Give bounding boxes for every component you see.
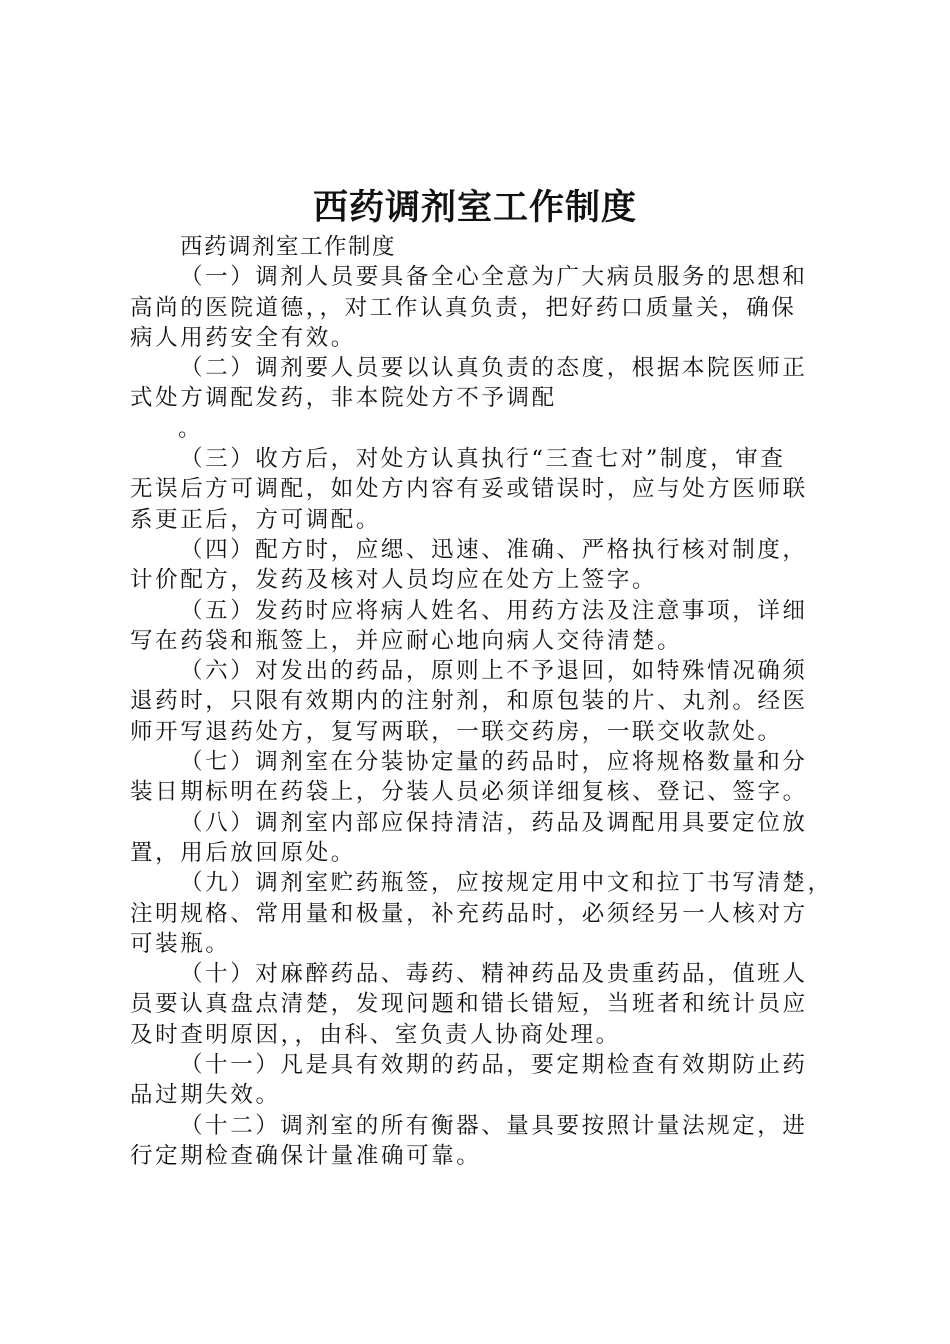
paragraph-3-line-2: 无误后方可调配，如处方内容有妥或错误时，应与处方医师联 <box>130 476 808 503</box>
paragraph-2-line-1: （二）调剂要人员要以认真负责的态度，根据本院医师正 <box>180 355 808 382</box>
paragraph-12-line-2: 行定期检查确保计量准确可靠。 <box>130 1142 482 1169</box>
document-body <box>130 232 835 1171</box>
paragraph-11-line-2: 品过期失效。 <box>130 1082 281 1109</box>
paragraph-3-line-1: （三）收方后，对处方认真执行“三查七对”制度，审查 <box>180 446 786 473</box>
paragraph-1-line-3: 病人用药安全有效。 <box>130 324 356 351</box>
document-subtitle: 西药调剂室工作制度 <box>180 234 397 260</box>
paragraph-12-line-1: （十二）调剂室的所有衡器、量具要按照计量法规定，进 <box>180 1112 808 1139</box>
paragraph-5-line-2: 写在药袋和瓶签上，并应耐心地向病人交待清楚。 <box>130 627 683 654</box>
paragraph-6-line-3: 师开写退药处方，复写两联，一联交药房，一联交收款处。 <box>130 718 783 745</box>
paragraph-1-line-2: 高尚的医院道德，，对工作认真负责，把好药口质量关，确保 <box>130 294 797 321</box>
paragraph-4-line-2: 计价配方，发药及核对人员均应在处方上签字。 <box>130 567 658 594</box>
paragraph-5-line-1: （五）发药时应将病人姓名、用药方法及注意事项，详细 <box>180 597 808 624</box>
paragraph-7-line-2: 装日期标明在药袋上，分装人员必须详细复核、登记、签字。 <box>130 779 808 806</box>
paragraph-10-line-3: 及时查明原因，，由科、室负责人协商处理。 <box>130 1021 621 1048</box>
paragraph-8-line-2: 置，用后放回原处。 <box>130 839 356 866</box>
paragraph-7-line-1: （七）调剂室在分装协定量的药品时，应将规格数量和分 <box>180 749 808 776</box>
paragraph-10-line-1: （十）对麻醉药品、毒药、精神药品及贵重药品，值班人 <box>180 961 808 988</box>
paragraph-2-line-3: 。 <box>178 415 204 442</box>
paragraph-9-line-1: （九）调剂室贮药瓶签，应按规定用中文和拉丁书写清楚， <box>180 870 833 897</box>
paragraph-10-line-2: 员要认真盘点清楚，发现问题和错长错短，当班者和统计员应 <box>130 991 808 1018</box>
paragraph-9-line-3: 可装瓶。 <box>130 930 231 957</box>
paragraph-8-line-1: （八）调剂室内部应保持清洁，药品及调配用具要定位放 <box>180 809 808 836</box>
paragraph-3-line-3: 系更正后，方可调配。 <box>130 506 382 533</box>
paragraph-2-line-2: 式处方调配发药，非本院处方不予调配 <box>130 385 557 412</box>
paragraph-9-line-2: 注明规格、常用量和极量，补充药品时，必须经另一人核对方 <box>130 900 808 927</box>
document-title: 西药调剂室工作制度 <box>312 188 637 228</box>
paragraph-1-line-1: （一）调剂人员要具备全心全意为广大病员服务的思想和 <box>180 264 808 291</box>
paragraph-11-line-1: （十一）凡是具有效期的药品，要定期检查有效期防止药 <box>180 1052 808 1079</box>
paragraph-6-line-1: （六）对发出的药品，原则上不予退回，如特殊情况确须 <box>180 658 808 685</box>
paragraph-6-line-2: 退药时，只限有效期内的注射剂，和原包装的片、丸剂。经医 <box>130 688 808 715</box>
paragraph-4-line-1: （四）配方时，应缌、迅速、准确、严格执行核对制度， <box>180 536 808 563</box>
